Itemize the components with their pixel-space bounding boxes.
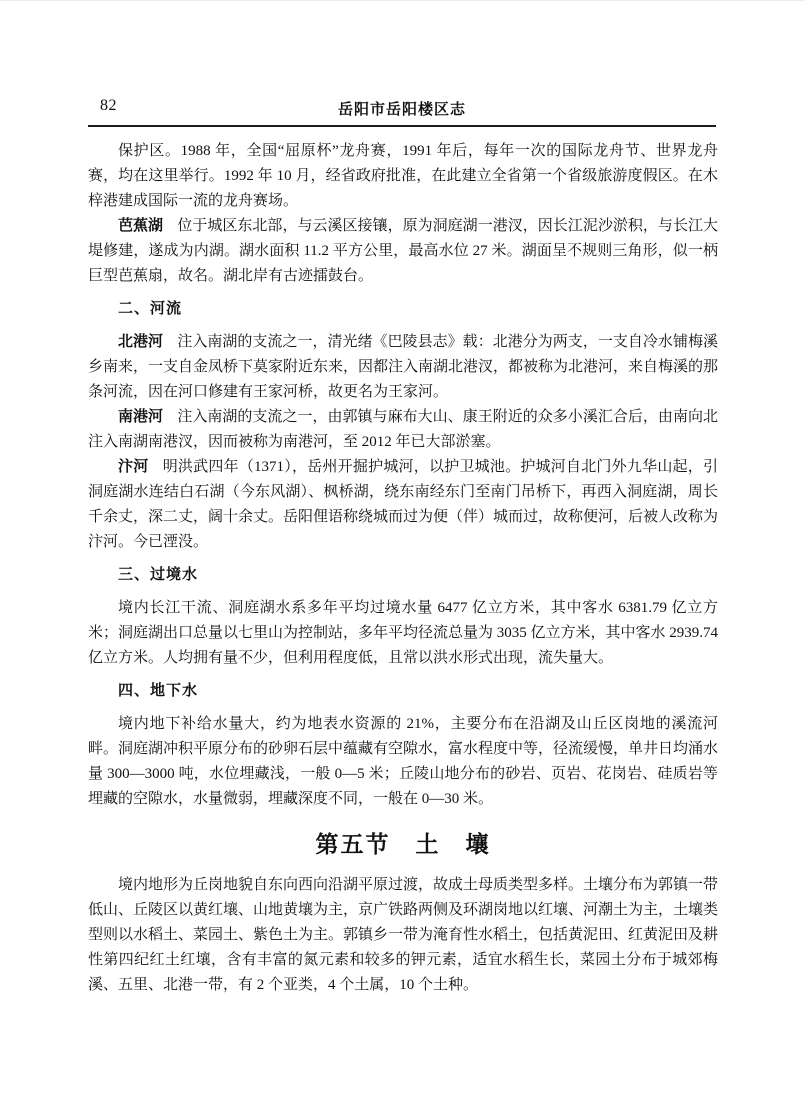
- heading-section-5-soil: 第五节 土 壤: [315, 831, 491, 857]
- heading-groundwater: 四、地下水: [118, 683, 199, 699]
- page-body: [88, 139, 718, 998]
- entry-text-beigang-river: 注入南湖的支流之一，清光绪《巴陵县志》载：北港分为两支，一支自冷水铺梅溪乡南来，一支自金凤桥下莫家附近东来，因都注入南湖北港汊，都被称为北港河，来自梅溪的那条河流，因在河口修建有王家河桥，故更名为王家河。: [88, 334, 719, 400]
- paragraph-bian-river: [88, 455, 718, 555]
- paragraph-dragon-boat-continued: 保护区。1988 年，全国“屈原杯”龙舟赛，1991 年后，每年一次的国际龙舟节、世界龙舟赛，均在这里举行。1992 年 10 月，经省政府批准，在此建立全省第一个省级旅游度假区。在木梓港建成国际一流的龙舟赛场。: [88, 143, 718, 209]
- header-title: 岳阳市岳阳楼区志: [337, 101, 466, 118]
- running-header: [88, 97, 716, 127]
- entry-text-bian-river: 明洪武四年（1371），岳州开掘护城河，以护卫城池。护城河自北门外九华山起，引洞庭湖水连结白石湖（今东风湖）、枫桥湖，绕东南经东门至南门吊桥下，再西入洞庭湖，周长千余丈，深二丈，阔十余丈。岳阳俚语称绕城而过为便（伴）城而过，故称便河，后被人改称为汴河。今已湮没。: [88, 459, 719, 550]
- paragraph-beigang-river: [88, 330, 718, 405]
- paragraph-soil: 境内地形为丘岗地貌自东向西向沿湖平原过渡，故成土母质类型多样。土壤分布为郭镇一带低山、丘陵区以黄红壤、山地黄壤为主，京广铁路两侧及环湖岗地以红壤、河潮土为主，土壤类型则以水稻土、菜园土、紫色土为主。郭镇乡一带为淹育性水稻土，包括黄泥田、红黄泥田及耕性第四纪红土红壤，含有丰富的氮元素和较多的钾元素，适宜水稻生长，菜园土分布于城郊梅溪、五里、北港一带，有 2 个亚类，4 个土属，10 个土种。: [88, 877, 719, 993]
- heading-rivers: 二、河流: [118, 301, 183, 317]
- page-number: 82: [100, 97, 117, 114]
- paragraph-nangang-river: [88, 405, 718, 455]
- entry-term-bian-river: 汴河: [118, 459, 149, 475]
- entry-term-beigang-river: 北港河: [118, 334, 164, 350]
- paragraph-groundwater: 境内地下补给水量大，约为地表水资源的 21%，主要分布在沿湖及山丘区岗地的溪流河畔。洞庭湖冲积平原分布的砂卵石层中蕴藏有空隙水，富水程度中等，径流缓慢，单井日均涌水量 300—3000 吨，水位埋藏浅，一般 0—5 米；丘陵山地分布的砂岩、页岩、花岗岩、硅质岩等埋藏的空隙水，水量微弱，埋藏深度不同，一般在 0—30 米。: [88, 716, 719, 807]
- entry-term-bajiao-lake: 芭蕉湖: [118, 218, 164, 234]
- paragraph-transit-water: 境内长江干流、洞庭湖水系多年平均过境水量 6477 亿立方米，其中客水 6381.79 亿立方米；洞庭湖出口总量以七里山为控制站，多年平均径流总量为 3035 亿立方米，其中客水 2939.74 亿立方米。人均拥有量不少，但利用程度低，且常以洪水形式出现，流失量大。: [88, 600, 719, 666]
- entry-term-nangang-river: 南港河: [118, 409, 164, 425]
- entry-text-bajiao-lake: 位于城区东北部，与云溪区接镶，原为洞庭湖一港汊，因长江泥沙淤积，与长江大堤修建，遂成为内湖。湖水面积 11.2 平方公里，最高水位 27 米。湖面呈不规则三角形，似一柄巨型芭蕉扇，故名。湖北岸有古迹擂鼓台。: [88, 218, 718, 284]
- heading-transit-water: 三、过境水: [118, 567, 199, 583]
- paragraph-bajiao-lake: [88, 214, 718, 289]
- entry-text-nangang-river: 注入南湖的支流之一，由郭镇与麻布大山、康王附近的众多小溪汇合后，由南向北注入南湖南港汊，因而被称为南港河，至 2012 年已大部淤塞。: [88, 409, 718, 450]
